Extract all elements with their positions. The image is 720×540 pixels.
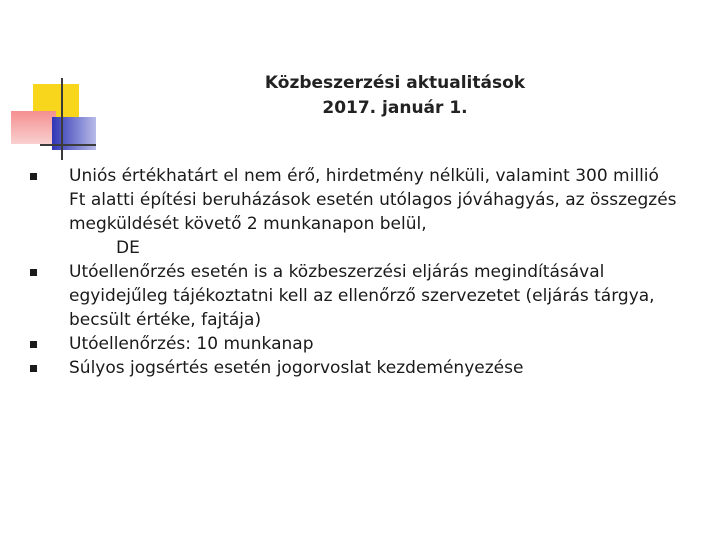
- list-item: [30, 356, 680, 380]
- list-item: [30, 332, 680, 356]
- bullet-list: [30, 164, 680, 380]
- slide-title: [150, 71, 640, 121]
- bullet-text: Utóellenőrzés: 10 munkanap: [69, 334, 314, 354]
- slide-title-line1: Közbeszerzési aktualitások: [264, 73, 526, 93]
- square-bullet-icon: [30, 173, 37, 180]
- bullet-extra-text: DE: [116, 238, 140, 258]
- square-bullet-icon: [30, 341, 37, 348]
- decor-horizontal-line: [40, 144, 96, 146]
- decor-red-square: [11, 111, 56, 144]
- bullet-text: Súlyos jogsértés esetén jogorvoslat kezdeményezése: [69, 358, 524, 378]
- list-item: [30, 164, 680, 260]
- bullet-text: Uniós értékhatárt el nem érő, hirdetmény nélküli, valamint 300 millió Ft alatti építési beruházások esetén utólagos jóváhagyás, az összegzés megküldését követő 2 munkanapon belül,: [69, 166, 677, 234]
- slide-title-line2: 2017. január 1.: [322, 98, 468, 118]
- bullet-text: Utóellenőrzés esetén is a közbeszerzési eljárás megindításával egyidejűleg tájékoztatni kell az ellenőrző szervezetet (eljárás tárgya, becsült értéke, fajtája): [69, 262, 655, 330]
- decor-vertical-line: [61, 78, 63, 160]
- square-bullet-icon: [30, 365, 37, 372]
- list-item: [30, 260, 680, 332]
- square-bullet-icon: [30, 269, 37, 276]
